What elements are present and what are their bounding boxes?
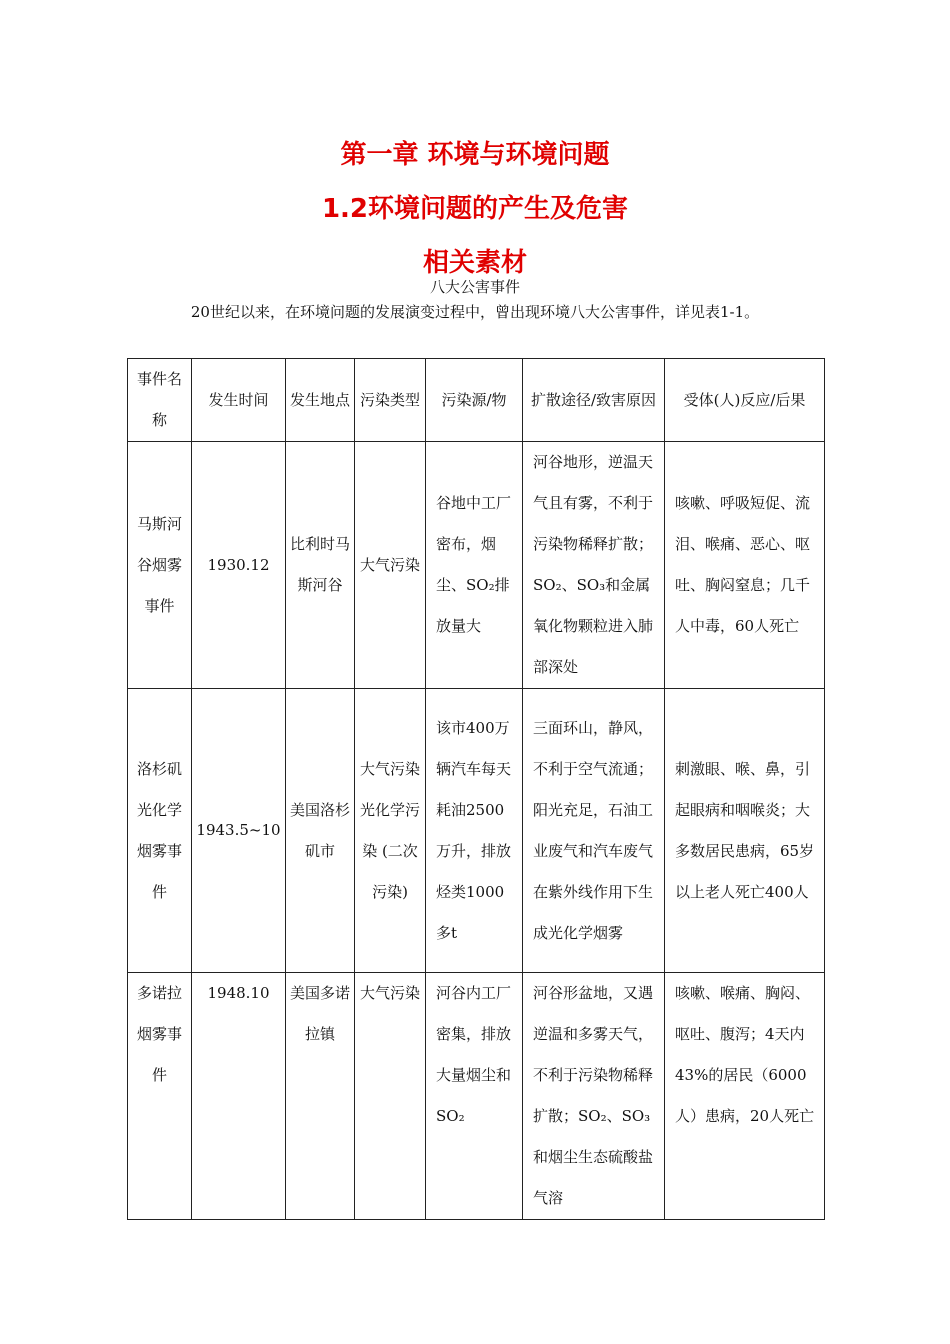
cell-cause: 河谷地形，逆温天气且有雾，不利于污染物稀释扩散；SO₂、SO₃和金属氧化物颗粒进入肺部深处: [523, 442, 665, 689]
cell-name: 马斯河谷烟雾事件: [128, 442, 192, 689]
cell-place: 比利时马斯河谷: [286, 442, 355, 689]
cell-effect: 刺激眼、喉、鼻，引起眼病和咽喉炎；大多数居民患病，65岁以上老人死亡400人: [665, 689, 825, 973]
header-source: 污染源/物: [426, 359, 523, 442]
cell-source: 河谷内工厂密集，排放大量烟尘和SO₂: [426, 973, 523, 1220]
cell-place: 美国洛杉矶市: [286, 689, 355, 973]
cell-place: 美国多诺拉镇: [286, 973, 355, 1220]
pollution-events-table: [127, 358, 825, 1220]
section-title: 1.2环境问题的产生及危害: [321, 194, 629, 224]
cell-time: 1930.12: [192, 442, 286, 689]
table-row: [128, 973, 825, 1220]
cell-type: 大气污染: [355, 973, 426, 1220]
header-type: 污染类型: [355, 359, 426, 442]
table-header-row: [128, 359, 825, 442]
cell-effect: 咳嗽、呼吸短促、流泪、喉痛、恶心、呕吐、胸闷窒息；几千人中毒，60人死亡: [665, 442, 825, 689]
cell-cause: 河谷形盆地，又遇逆温和多雾天气，不利于污染物稀释扩散；SO₂、SO₃和烟尘生态硫酸盐气溶: [523, 973, 665, 1220]
header-effect: 受体(人)反应/后果: [665, 359, 825, 442]
chapter-title: 第一章 环境与环境问题: [340, 140, 610, 170]
intro-paragraph: 20世纪以来，在环境问题的发展演变过程中，曾出现环境八大公害事件，详见表1-1。: [190, 303, 760, 321]
cell-type: 大气污染 光化学污染 (二次污染): [355, 689, 426, 973]
cell-source: 该市400万辆汽车每天耗油2500万升，排放烃类1000多t: [426, 689, 523, 973]
table-row: [128, 442, 825, 689]
cell-cause: 三面环山，静风，不利于空气流通；阳光充足，石油工业废气和汽车废气在紫外线作用下生成光化学烟雾: [523, 689, 665, 973]
cell-time: 1948.10: [192, 973, 286, 1220]
cell-source: 谷地中工厂密布，烟尘、SO₂排放量大: [426, 442, 523, 689]
cell-effect: 咳嗽、喉痛、胸闷、呕吐、腹泻；4天内43%的居民（6000人）患病，20人死亡: [665, 973, 825, 1220]
cell-name: 洛杉矶光化学烟雾事件: [128, 689, 192, 973]
table-row: [128, 689, 825, 973]
header-cause: 扩散途径/致害原因: [523, 359, 665, 442]
cell-type: 大气污染: [355, 442, 426, 689]
cell-time: 1943.5~10: [192, 689, 286, 973]
cell-name: 多诺拉烟雾事件: [128, 973, 192, 1220]
header-time: 发生时间: [192, 359, 286, 442]
header-name: 事件名称: [128, 359, 192, 442]
table-caption: 八大公害事件: [429, 278, 520, 296]
material-title: 相关素材: [422, 248, 527, 278]
header-place: 发生地点: [286, 359, 355, 442]
title-block: [0, 128, 950, 290]
